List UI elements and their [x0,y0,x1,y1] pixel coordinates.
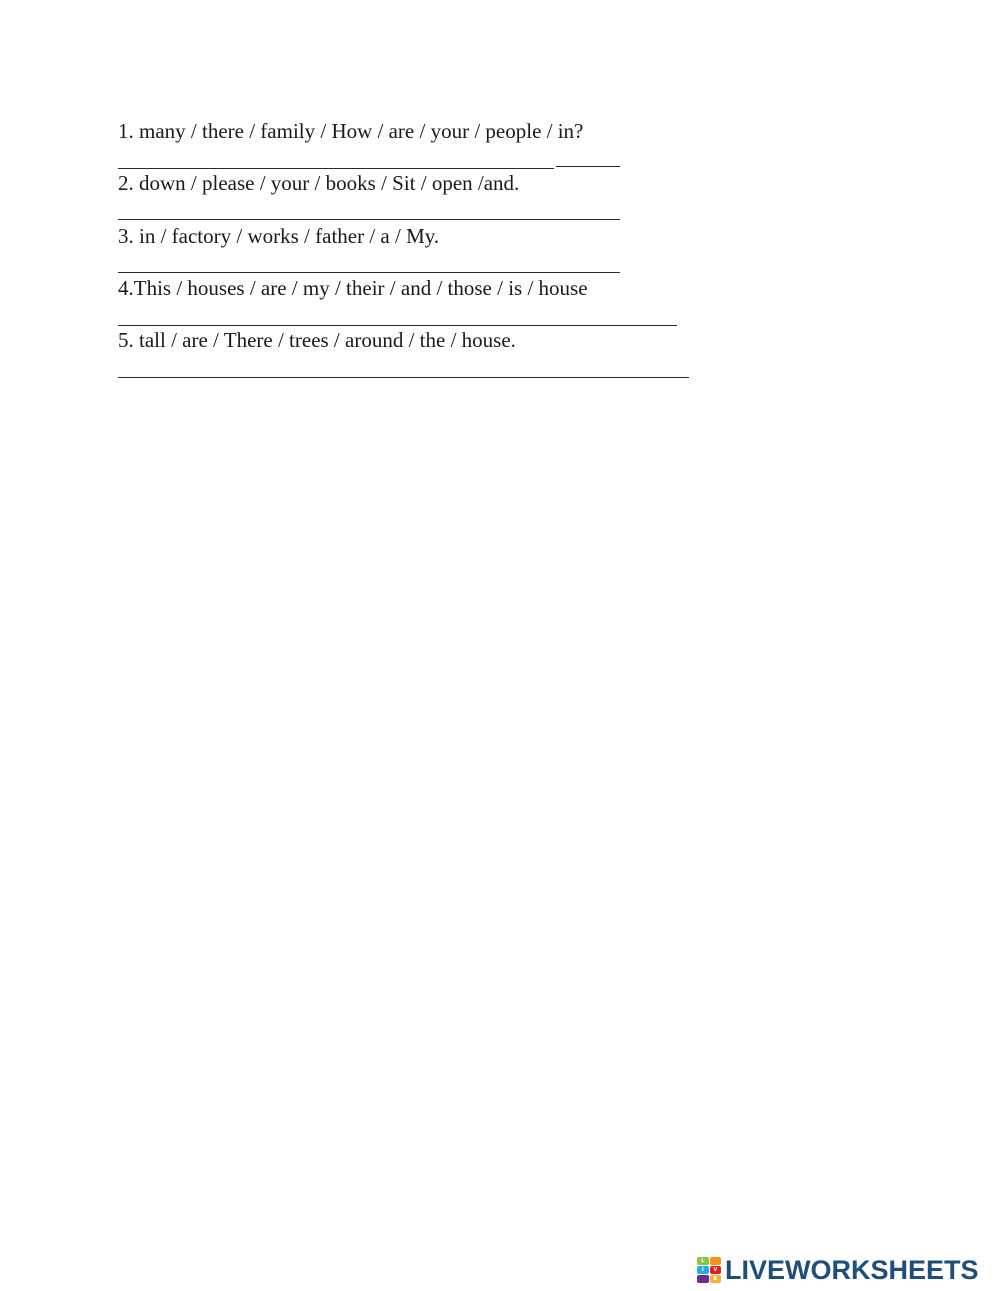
question-3: 3. in / factory / works / father / a / My. [118,224,440,248]
logo-tile: L [697,1257,709,1265]
question-2: 2. down / please / your / books / Sit / open /and. [118,171,520,195]
answer-line-1-segment [118,168,554,169]
answer-line-2[interactable] [118,219,620,220]
question-4: 4.This / houses / are / my / their / and / those / is / house [118,276,588,300]
question-1: 1. many / there / family / How / are / your / people / in? [118,119,584,143]
liveworksheets-logo-icon [697,1257,721,1283]
answer-line-1-segment [556,166,620,167]
logo-tile [710,1257,722,1265]
answer-line-4[interactable] [118,325,677,326]
question-5: 5. tall / are / There / trees / around / the / house. [118,328,516,352]
answer-line-5[interactable] [118,377,689,378]
logo-tile: V [710,1266,722,1274]
answer-line-3[interactable] [118,272,620,273]
logo-tile: E [710,1275,722,1283]
brand-name: LIVEWORKSHEETS [725,1255,979,1285]
brand-footer [697,1255,979,1285]
logo-tile: I [697,1266,709,1274]
logo-tile [697,1275,709,1283]
